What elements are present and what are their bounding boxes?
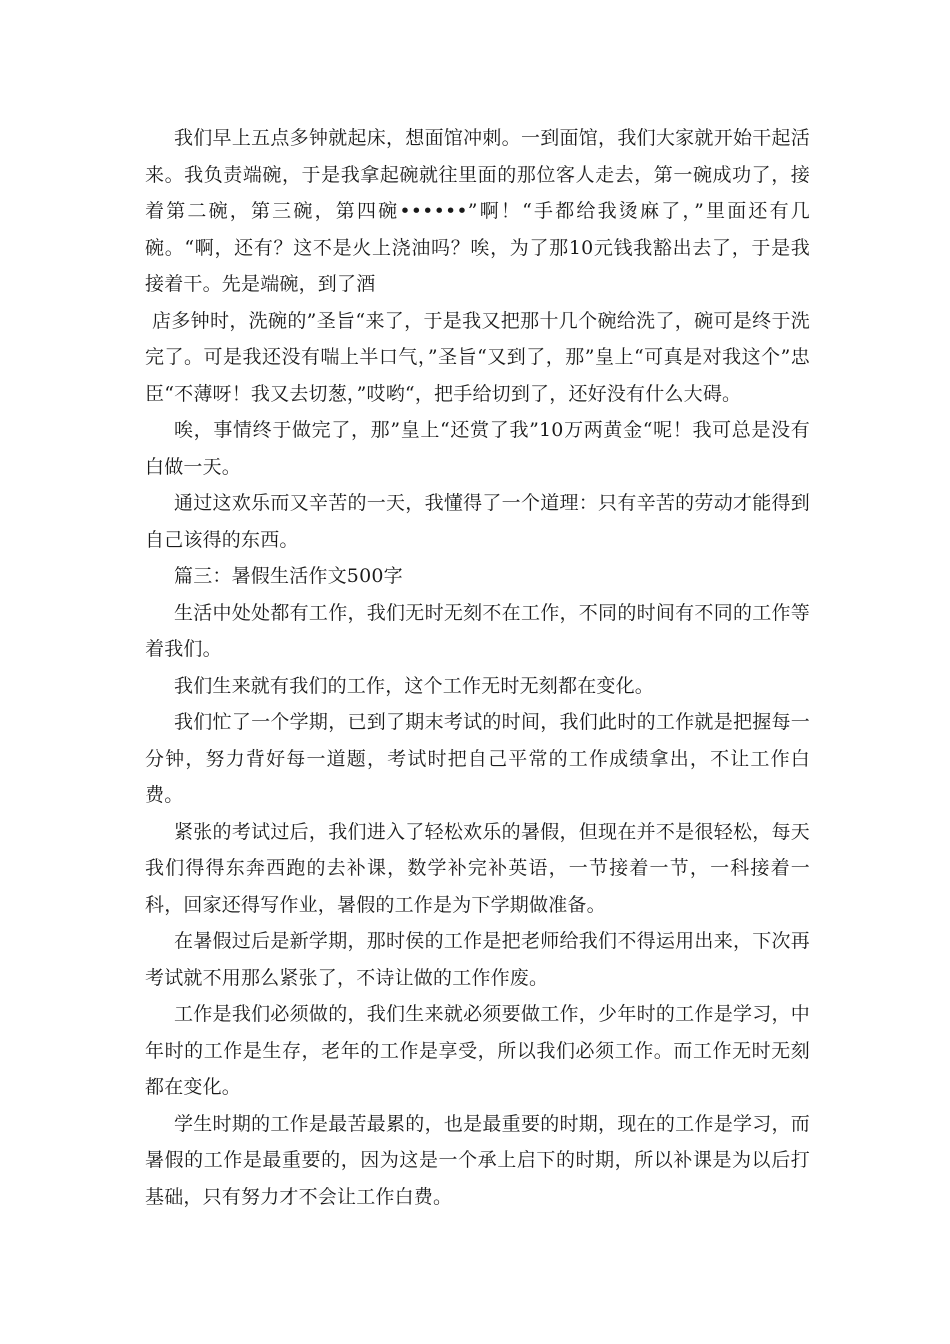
paragraph-5: 生活中处处都有工作，我们无时无刻不在工作，不同的时间有不同的工作等着我们。	[145, 601, 810, 660]
paragraph-8: 紧张的考试过后，我们进入了轻松欢乐的暑假，但现在并不是很轻松，每天我们得得东奔西跑的去补课，数学补完补英语，一节接着一节，一科接着一科，回家还得写作业，暑假的工作是为下学期做准备。	[145, 820, 810, 916]
paragraph-2: 店多钟时，洗碗的”圣旨“来了，于是我又把那十几个碗给洗了，碗可是终于洗完了。可是我还没有喘上半口气，”圣旨“又到了，那”皇上“可真是对我这个”忠臣“不薄呀！我又去切葱，”哎哟“，把手给切到了，还好没有什么大碍。	[145, 309, 810, 405]
paragraph-11: 学生时期的工作是最苦最累的，也是最重要的时期，现在的工作是学习，而暑假的工作是最重要的，因为这是一个承上启下的时期，所以补课是为以后打基础，只有努力才不会让工作白费。	[145, 1112, 810, 1208]
paragraph-6: 我们生来就有我们的工作，这个工作无时无刻都在变化。	[174, 674, 655, 697]
paragraph-4: 通过这欢乐而又辛苦的一天，我懂得了一个道理：只有辛苦的劳动才能得到自己该得的东西。	[145, 492, 810, 551]
paragraph-7: 我们忙了一个学期，已到了期末考试的时间，我们此时的工作就是把握每一分钟，努力背好每一道题，考试时把自己平常的工作成绩拿出，不让工作白费。	[145, 711, 810, 806]
paragraph-9: 在暑假过后是新学期，那时侯的工作是把老师给我们不得运用出来，下次再考试就不用那么紧张了，不诗让做的工作作废。	[145, 930, 810, 989]
paragraph-3: 唉，事情终于做完了，那”皇上“还赏了我”10万两黄金“呢！我可总是没有白做一天。	[145, 419, 810, 478]
section-heading: 篇三：暑假生活作文500字	[174, 565, 403, 587]
paragraph-10: 工作是我们必须做的，我们生来就必须要做工作，少年时的工作是学习，中年时的工作是生存，老年的工作是享受，所以我们必须工作。而工作无时无刻都在变化。	[145, 1003, 810, 1098]
paragraph-1: 我们早上五点多钟就起床，想面馆冲刺。一到面馆，我们大家就开始干起活来。我负责端碗，于是我拿起碗就往里面的那位客人走去，第一碗成功了，接着第二碗，第三碗，第四碗••••••”啊！“手都给我烫麻了，”里面还有几碗。“啊，还有？这不是火上浇油吗？唉，为了那10元钱我豁出去了，于是我接着干。先是端碗，到了酒	[145, 127, 810, 295]
document-body	[145, 120, 810, 1215]
